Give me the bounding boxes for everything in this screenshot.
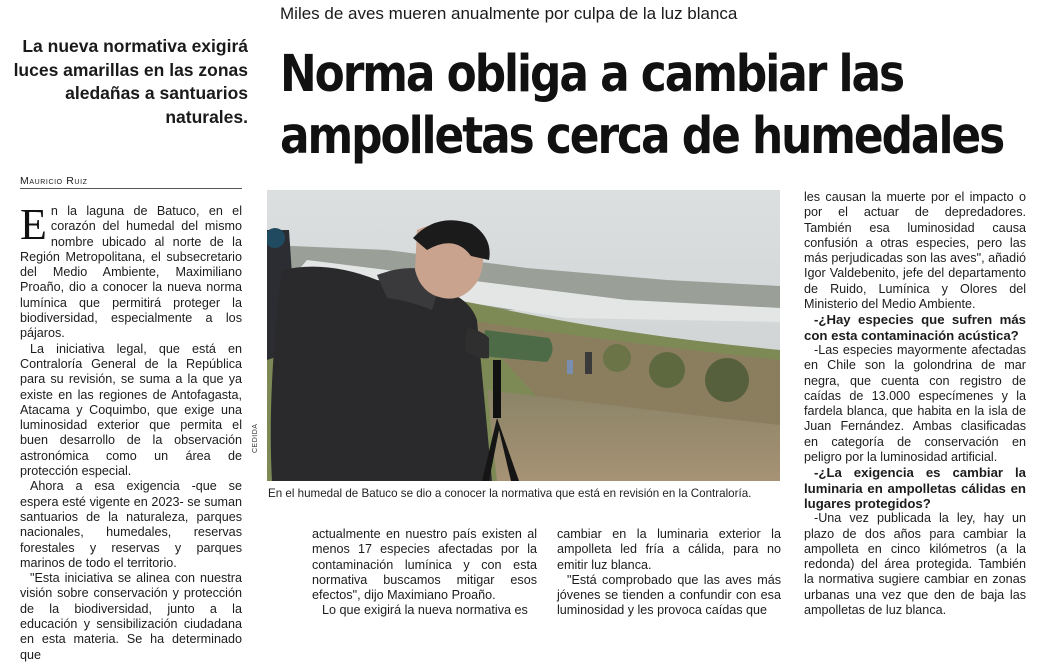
paragraph: "Esta iniciativa se alinea con nuestra visión sobre conservación y protección de la biodiversidad, junto a la educación y sensibilización ciudadana en esta materia. Se ha determinado que — [20, 571, 242, 662]
paragraph: les causan la muerte por el impacto o por el actuar de depredadores. También esa luminosidad causa confusión a otras especies, pero las más perjudicadas son las aves", añadió Igor Valdebenito, jefe del departamento de Ruido, Lumínica y Olores del Ministerio del Medio Ambiente. — [804, 190, 1026, 312]
paragraph: actualmente en nuestro país existen al menos 17 especies afectadas por la contaminación lumínica y con esta normativa buscamos mitigar esos efectos", dijo Maximiano Proaño. — [312, 527, 537, 603]
photo-image — [267, 190, 780, 481]
article-column-2 — [312, 527, 537, 619]
paragraph: cambiar en la luminaria exterior la ampolleta led fría a cálida, para no emitir luz blanca. — [557, 527, 781, 572]
article-column-3 — [557, 527, 781, 619]
photo-credit: CEDIDA — [252, 423, 259, 453]
kicker: Miles de aves mueren anualmente por culpa de la luz blanca — [280, 4, 738, 23]
paragraph: La iniciativa legal, que está en Contraloría General de la República para su revisión, se suma a la que ya existe en las regiones de Antofagasta, Atacama y Coquimbo, que exige una luminosidad exterior que permita el buen desarrollo de la observación astronómica como un área de protección especial. — [20, 341, 242, 479]
article-column-1 — [20, 200, 242, 663]
interview-question: -¿Hay especies que sufren más con esta contaminación acústica? — [804, 312, 1026, 343]
paragraph: En la laguna de Batuco, en el corazón del humedal del mismo nombre ubicado al norte de la Región Metropolitana, el subsecretario del Medio Ambiente, Maximiliano Proaño, dio a conocer la nueva norma lumínica que permitirá proteger la biodiversidad, especialmente a los pájaros. — [20, 200, 242, 341]
paragraph: Lo que exigirá la nueva normativa es — [322, 603, 528, 618]
interview-question: -¿La exigencia es cambiar la luminaria en ampolletas cálidas en lugares protegidos? — [804, 465, 1026, 511]
headline-line-1: Norma obliga a cambiar las — [280, 45, 904, 104]
headline-line-2: ampolletas cerca de humedales — [280, 107, 1004, 166]
article-column-4 — [804, 190, 1026, 618]
paragraph: Ahora a esa exigencia -que se espera esté vigente en 2023- se suman santuarios de la naturaleza, parques nacionales, humedales, reservas forestales y reservas y parques marinos de todo el territorio. — [20, 479, 242, 570]
photo-caption: En el humedal de Batuco se dio a conocer la normativa que está en revisión en la Contraloría. — [268, 487, 752, 500]
paragraph: "Está comprobado que las aves más jóvenes se tienden a confundir con esa luminosidad y les provoca caídas que — [557, 572, 781, 618]
deck: La nueva normativa exigirá luces amarillas en las zonas aledañas a santuarios naturales. — [13, 36, 248, 127]
byline — [20, 175, 242, 189]
headline — [280, 44, 1004, 168]
paragraph: -Las especies mayormente afectadas en Chile son la golondrina de mar negra, que cuenta con registro de caídas de 13.000 especímenes y la fardela blanca, que habita en la isla de Juan Fernández. Ambas clasificadas en categoría de conservación en peligro por la luminosidad artificial. — [804, 342, 1026, 465]
article-photo — [267, 190, 780, 481]
drop-cap: E — [20, 200, 47, 249]
paragraph: -Una vez publicada la ley, hay un plazo de dos años para cambiar la ampolleta en cinco kilómetros (a la redonda) del área protegida. También la normativa sugiere cambiar en zonas urbanas una vez que den de baja las ampolletas de luz blanca. — [804, 511, 1026, 618]
byline-name: Mauricio Ruiz — [20, 175, 88, 187]
